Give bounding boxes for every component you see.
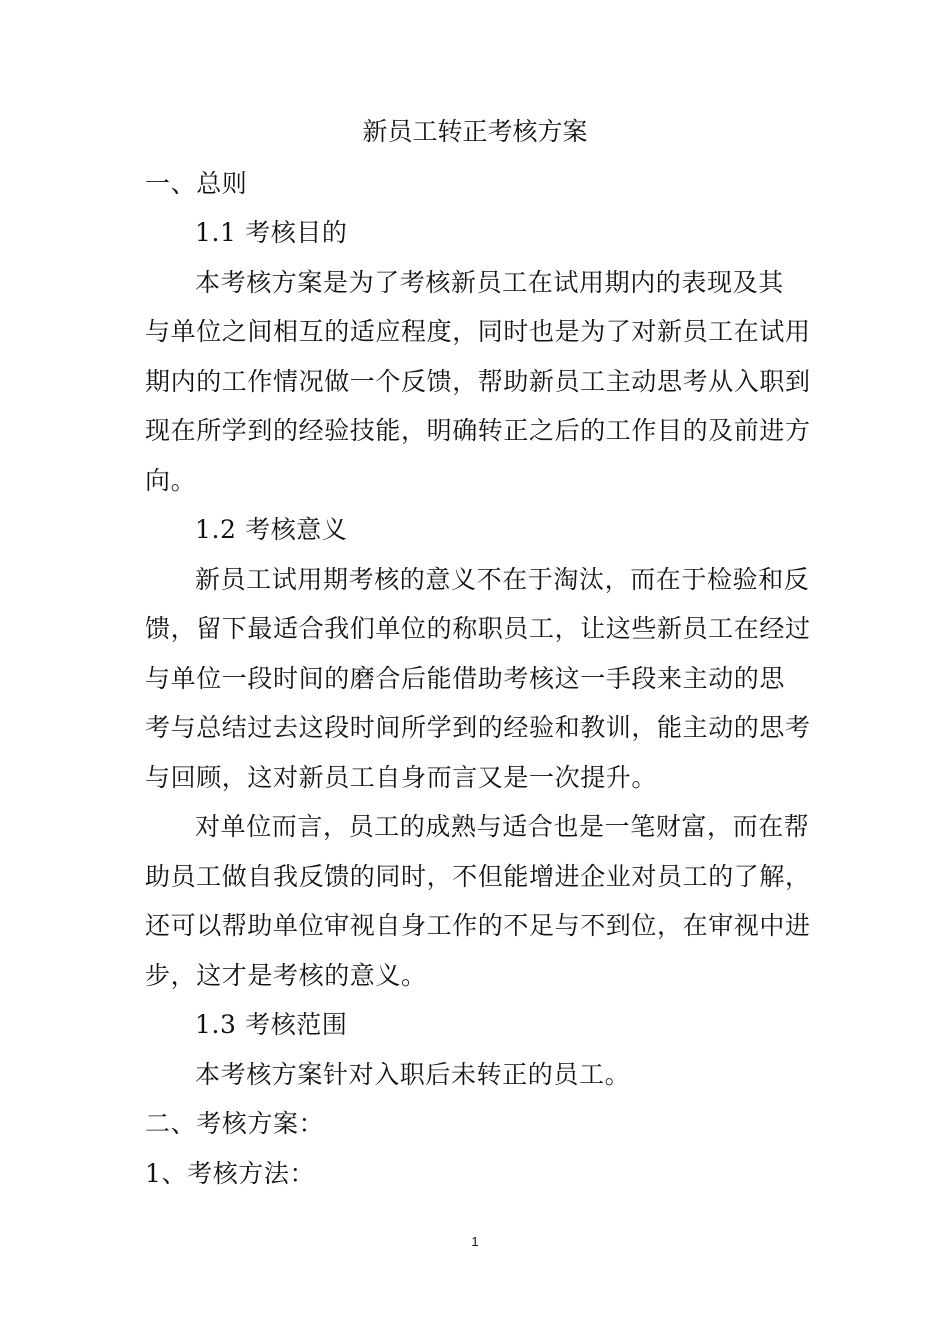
paragraph-line: 本考核方案是为了考核新员工在试用期内的表现及其 bbox=[195, 268, 784, 297]
paragraph-line: 现在所学到的经验技能，明确转正之后的工作目的及前进方 bbox=[145, 416, 811, 445]
section-heading-general: 一、总则 bbox=[145, 169, 248, 198]
paragraph-line: 对单位而言，员工的成熟与适合也是一笔财富，而在帮 bbox=[195, 812, 810, 841]
paragraph-line: 还可以帮助单位审视自身工作的不足与不到位，在审视中进 bbox=[145, 911, 811, 940]
page-number: 1 bbox=[471, 1234, 479, 1249]
paragraph-line: 考与总结过去这段时间所学到的经验和教训，能主动的思考 bbox=[145, 713, 811, 742]
paragraph-line: 向。 bbox=[145, 466, 197, 495]
subsection-heading-scope: 1.3 考核范围 bbox=[195, 1010, 348, 1039]
paragraph-line: 与单位之间相互的适应程度，同时也是为了对新员工在试用 bbox=[145, 317, 811, 346]
paragraph-line: 新员工试用期考核的意义不在于淘汰，而在于检验和反 bbox=[195, 565, 810, 594]
document-title: 新员工转正考核方案 bbox=[362, 117, 588, 146]
paragraph-line: 本考核方案针对入职后未转正的员工。 bbox=[195, 1060, 631, 1089]
paragraph-line: 与单位一段时间的磨合后能借助考核这一手段来主动的思 bbox=[145, 664, 786, 693]
subsection-heading-purpose: 1.1 考核目的 bbox=[195, 218, 348, 247]
paragraph-line: 馈，留下最适合我们单位的称职员工，让这些新员工在经过 bbox=[145, 614, 811, 643]
paragraph-line: 步，这才是考核的意义。 bbox=[145, 961, 427, 990]
paragraph-line: 期内的工作情况做一个反馈，帮助新员工主动思考从入职到 bbox=[145, 367, 811, 396]
section-heading-plan: 二、考核方案： bbox=[145, 1109, 325, 1138]
paragraph-line: 助员工做自我反馈的同时，不但能增进企业对员工的了解， bbox=[145, 862, 811, 891]
subsection-heading-method: 1、考核方法： bbox=[145, 1159, 316, 1188]
subsection-heading-significance: 1.2 考核意义 bbox=[195, 515, 348, 544]
paragraph-line: 与回顾，这对新员工自身而言又是一次提升。 bbox=[145, 763, 658, 792]
